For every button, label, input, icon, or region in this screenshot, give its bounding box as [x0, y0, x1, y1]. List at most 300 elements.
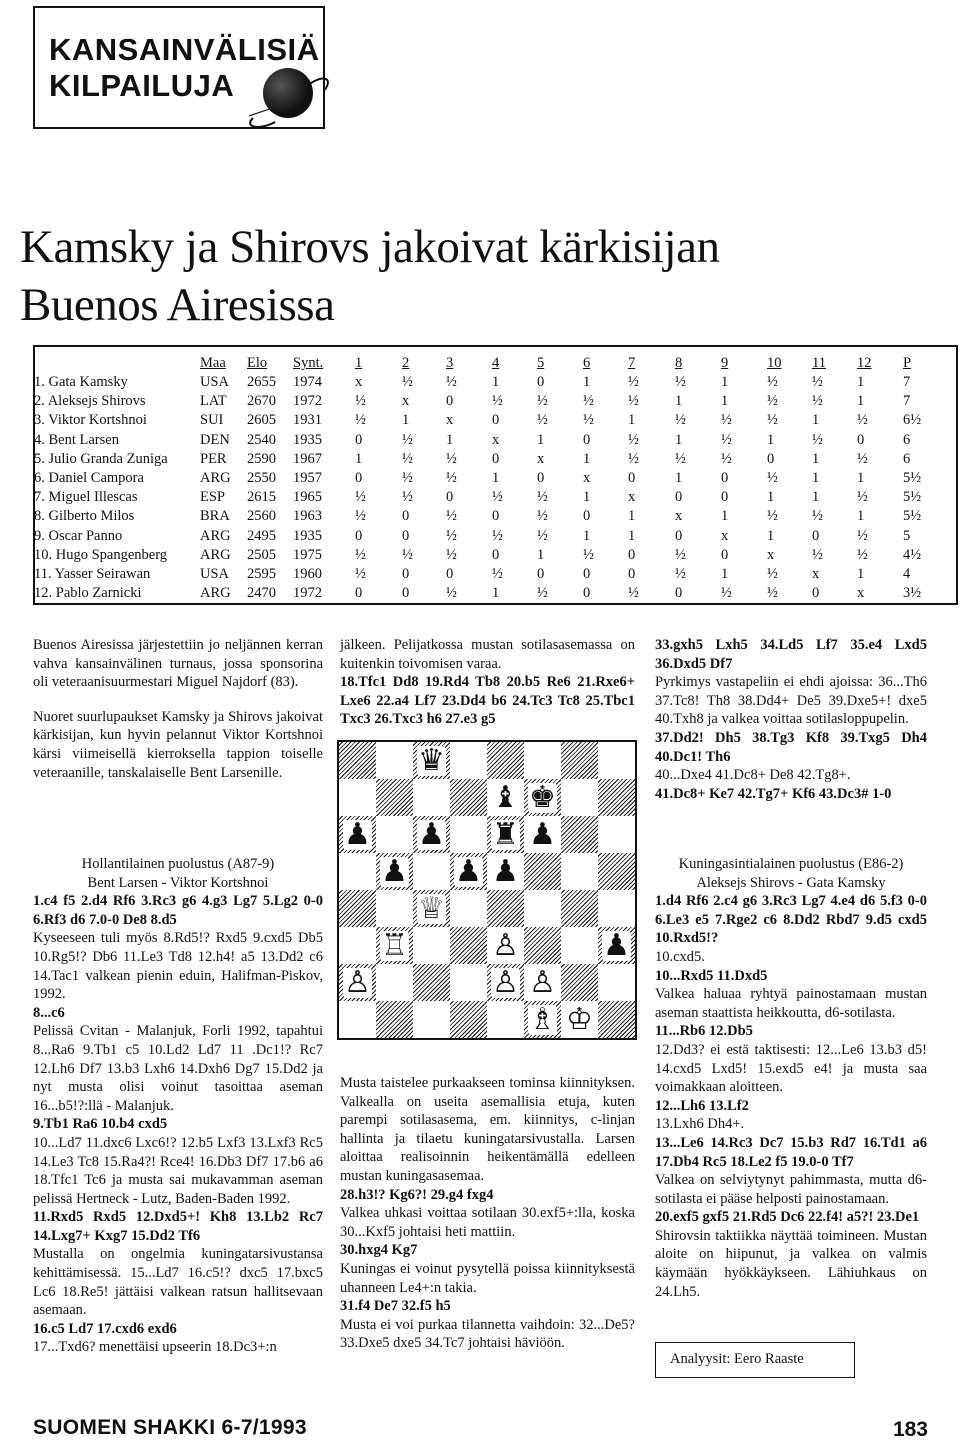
standings-header-cell: 4 — [492, 355, 500, 371]
board-square-b5 — [376, 853, 413, 890]
player-name: 4. Bent Larsen — [34, 431, 119, 448]
board-square-f4 — [524, 890, 561, 927]
game-moves: 8...c6 — [33, 1004, 65, 1021]
black-pawn-icon: ♟ — [455, 853, 482, 889]
standings-cell: PER — [200, 450, 227, 467]
game-commentary: 13.Lxh6 Dh4+. — [655, 1116, 745, 1133]
board-square-c8 — [413, 742, 450, 779]
standings-header-cell: 6 — [583, 355, 591, 371]
page-number: 183 — [892, 1418, 928, 1441]
board-square-e5 — [487, 853, 524, 890]
standings-cell: 1 — [857, 470, 865, 486]
standings-cell: ½ — [537, 412, 548, 429]
game-moves: 16.c5 Ld7 17.cxd6 exd6 — [33, 1320, 177, 1337]
standings-cell: 1 — [812, 450, 820, 467]
standings-cell: 0 — [628, 566, 636, 582]
standings-cell: ½ — [492, 393, 503, 410]
game-moves: 1.d4 Rf6 2.c4 g6 3.Rc3 Lg7 4.e4 d6 5.f3 0-0 6.Le3 e5 7.Rge2 c6 8.Dd2 Rbd7 9.d5 cxd5 10.Rxd5!? — [655, 893, 927, 947]
standings-cell: 7 — [903, 393, 911, 410]
standings-cell: ½ — [628, 393, 639, 410]
game2-column — [655, 855, 927, 1301]
ball-icon — [263, 68, 313, 118]
standings-cell: 0 — [537, 374, 545, 390]
standings-cell: ½ — [767, 412, 778, 429]
board-square-b3 — [376, 927, 413, 964]
board-square-c7 — [413, 779, 450, 816]
standings-cell: ESP — [200, 489, 225, 506]
standings-cell: 0 — [402, 508, 410, 525]
black-bishop-icon: ♝ — [492, 779, 519, 815]
standings-cell: 1 — [857, 374, 865, 390]
board-square-h5 — [598, 853, 635, 890]
standings-cell: 1 — [675, 470, 683, 486]
standings-cell: 1 — [721, 393, 729, 410]
standings-cell: 1 — [492, 585, 500, 602]
standings-cell: 1974 — [293, 374, 322, 390]
board-square-h8 — [598, 742, 635, 779]
standings-cell: ½ — [628, 431, 639, 448]
standings-cell: 1963 — [293, 508, 322, 525]
standings-cell: 1 — [628, 527, 636, 544]
standings-cell: 0 — [721, 470, 729, 486]
board-square-h2 — [598, 964, 635, 1001]
standings-cell: x — [446, 412, 454, 429]
white-pawn-icon: ♙ — [529, 964, 556, 1000]
game-commentary: 17...Txd6? menettäisi upseerin 18.Dc3+:n — [33, 1339, 277, 1356]
standings-cell: 0 — [583, 566, 591, 582]
game-commentary: 40...Dxe4 41.Dc8+ De8 42.Tg8+. — [655, 767, 851, 784]
board-square-h7 — [598, 779, 635, 816]
game-commentary: Mustalla on ongelmia kuningatarsivustansa kehittämisessä. 15...Ld7 16.c5!? dxc5 17.bxc5 Lc6 18.Re5! jättäisi valkean ratsun hallitsevaan asemaan. — [33, 1246, 323, 1319]
standings-header-cell: Elo — [247, 355, 268, 371]
standings-cell: ½ — [355, 393, 366, 410]
black-pawn-icon: ♟ — [492, 853, 519, 889]
standings-header-cell: 9 — [721, 355, 729, 371]
standings-header-cell: 5 — [537, 355, 545, 371]
standings-cell: 2470 — [247, 585, 276, 602]
standings-cell: 0 — [492, 450, 500, 467]
standings-cell: 1 — [857, 566, 865, 582]
standings-cell: 1 — [767, 489, 775, 506]
standings-cell: ½ — [355, 566, 366, 582]
game-moves: 20.exf5 gxf5 21.Rd5 Dc6 22.f4! a5?! 23.De1 — [655, 1209, 920, 1226]
board-square-a6 — [339, 816, 376, 853]
standings-cell: 1975 — [293, 546, 322, 563]
player-name: 12. Pablo Zarnicki — [34, 585, 142, 602]
standings-cell: ½ — [721, 431, 732, 448]
standings-cell: ½ — [857, 412, 868, 429]
player-name: 11. Yasser Seirawan — [34, 566, 151, 582]
board-square-d1 — [450, 1001, 487, 1038]
standings-cell: 3½ — [903, 585, 922, 602]
white-rook-icon: ♖ — [381, 927, 408, 963]
standings-table — [33, 345, 958, 605]
standings-cell: 2670 — [247, 393, 276, 410]
standings-cell: 0 — [721, 546, 729, 563]
standings-cell: 0 — [492, 412, 500, 429]
board-square-c2 — [413, 964, 450, 1001]
board-square-d7 — [450, 779, 487, 816]
player-name: 8. Gilberto Milos — [34, 508, 135, 525]
standings-cell: 1 — [767, 527, 775, 544]
standings-cell: BRA — [200, 508, 230, 525]
standings-cell: DEN — [200, 431, 230, 448]
standings-cell: 1 — [537, 431, 545, 448]
standings-cell: 1935 — [293, 431, 322, 448]
standings-cell: 1 — [583, 527, 591, 544]
board-square-f5 — [524, 853, 561, 890]
standings-cell: ARG — [200, 527, 231, 544]
standings-cell: ½ — [537, 508, 548, 525]
standings-cell: 0 — [721, 489, 729, 506]
board-square-f7 — [524, 779, 561, 816]
board-square-e8 — [487, 742, 524, 779]
white-pawn-icon: ♙ — [492, 964, 519, 1000]
standings-cell: 1 — [721, 374, 729, 390]
white-pawn-icon: ♙ — [344, 964, 371, 1000]
standings-cell: x — [355, 374, 363, 390]
player-name: 9. Oscar Panno — [34, 527, 123, 544]
player-name: 2. Aleksejs Shirovs — [34, 393, 146, 410]
standings-cell: ½ — [402, 470, 413, 486]
board-square-f3 — [524, 927, 561, 964]
standings-cell: 1 — [721, 566, 729, 582]
standings-cell: 1 — [812, 470, 820, 486]
board-square-c5 — [413, 853, 450, 890]
board-square-e2 — [487, 964, 524, 1001]
standings-cell: ½ — [402, 489, 413, 506]
chess-diagram — [337, 740, 637, 1040]
game-moves: 31.f4 De7 32.f5 h5 — [340, 1298, 451, 1315]
game-moves: 18.Tfc1 Dd8 19.Rd4 Tb8 20.b5 Re6 21.Rxe6+ Lxe6 22.a4 Lf7 23.Dd4 b6 24.Tc3 Tc8 25.Tbc1 Txc3 26.Txc3 h6 27.e3 g5 — [340, 674, 635, 728]
standings-cell: ½ — [492, 566, 503, 582]
standings-cell: 2605 — [247, 412, 276, 429]
standings-cell: ½ — [812, 431, 823, 448]
standings-cell: ARG — [200, 585, 231, 602]
standings-cell: ½ — [446, 508, 457, 525]
black-king-icon: ♚ — [529, 779, 556, 815]
standings-cell: ½ — [537, 393, 548, 410]
standings-cell: 1 — [492, 470, 500, 486]
board-square-b7 — [376, 779, 413, 816]
standings-cell: 1 — [492, 374, 500, 390]
standings-cell: 1972 — [293, 585, 322, 602]
board-square-d2 — [450, 964, 487, 1001]
board-square-f1 — [524, 1001, 561, 1038]
white-queen-icon: ♛ — [418, 742, 445, 778]
standings-header-cell: 8 — [675, 355, 683, 371]
standings-cell: ½ — [537, 489, 548, 506]
standings-cell: 1960 — [293, 566, 322, 582]
board-square-e7 — [487, 779, 524, 816]
standings-cell: ½ — [857, 527, 868, 544]
standings-cell: ½ — [857, 450, 868, 467]
standings-cell: 4½ — [903, 546, 922, 563]
player-name: 3. Viktor Kortshnoi — [34, 412, 147, 429]
white-pawn-icon: ♙ — [492, 927, 519, 963]
standings-cell: 0 — [402, 527, 410, 544]
standings-cell: 0 — [812, 585, 820, 602]
standings-cell: ½ — [492, 489, 503, 506]
standings-cell: x — [402, 393, 410, 410]
standings-cell: 1957 — [293, 470, 322, 486]
game-commentary: jälkeen. Pelijatkossa mustan sotilasasemassa on kuitenkin toivomisen varaa. — [340, 637, 635, 672]
standings-header-cell: 3 — [446, 355, 454, 371]
standings-cell: 0 — [583, 585, 591, 602]
standings-cell: ½ — [721, 412, 732, 429]
standings-header-cell: 1 — [355, 355, 363, 371]
player-name: 6. Daniel Campora — [34, 470, 144, 486]
standings-cell: 0 — [675, 585, 683, 602]
standings-cell: 2595 — [247, 566, 276, 582]
board-square-b2 — [376, 964, 413, 1001]
standings-cell: ½ — [675, 450, 686, 467]
standings-cell: 4 — [903, 566, 911, 582]
game-commentary: Musta ei voi purkaa tilannetta vaihdoin: 32...De5? 33.Dxe5 dxe5 34.Tc7 johtaisi häviöön. — [340, 1316, 635, 1352]
board-square-h4 — [598, 890, 635, 927]
standings-cell: ½ — [355, 508, 366, 525]
standings-cell: 0 — [446, 393, 454, 410]
game-players: Bent Larsen - Viktor Kortshnoi — [87, 874, 269, 891]
board-square-g7 — [561, 779, 598, 816]
standings-cell: ½ — [812, 374, 823, 390]
board-square-c4 — [413, 890, 450, 927]
game-commentary: 12.Dd3? ei estä taktisesti: 12...Le6 13.b3 d5! 14.cxd5 Lxd5! 15.exd5 e4! ja musta saa voimakkaan aloitteen. — [655, 1041, 927, 1096]
standings-cell: x — [767, 546, 775, 563]
player-name: 10. Hugo Spangenberg — [34, 546, 168, 563]
standings-cell: LAT — [200, 393, 227, 410]
board-square-d4 — [450, 890, 487, 927]
black-rook-icon: ♜ — [492, 816, 519, 852]
board-square-f8 — [524, 742, 561, 779]
standings-cell: ARG — [200, 546, 231, 563]
standings-cell: 1 — [628, 412, 636, 429]
game-commentary: Valkea uhkasi voittaa sotilaan 30.exf5+:lla, koska 30...Kxf5 johtaisi heti mattiin. — [340, 1205, 635, 1240]
standings-cell: ½ — [446, 374, 457, 390]
board-square-g8 — [561, 742, 598, 779]
standings-cell: 0 — [675, 489, 683, 506]
standings-cell: 2505 — [247, 546, 276, 563]
board-square-a3 — [339, 927, 376, 964]
standings-header-cell: 7 — [628, 355, 636, 371]
standings-cell: 1967 — [293, 450, 322, 467]
black-pawn-icon: ♟ — [418, 816, 445, 852]
standings-cell: 1 — [675, 431, 683, 448]
standings-cell: 1 — [583, 489, 591, 506]
middle-column-bottom — [340, 1074, 635, 1353]
board-square-e4 — [487, 890, 524, 927]
standings-cell: ½ — [857, 489, 868, 506]
standings-cell: 1 — [812, 489, 820, 506]
standings-cell: 5½ — [903, 508, 922, 525]
standings-cell: 0 — [583, 431, 591, 448]
standings-cell: 1 — [355, 450, 363, 467]
board-square-c1 — [413, 1001, 450, 1038]
board-square-e6 — [487, 816, 524, 853]
standings-cell: ½ — [628, 585, 639, 602]
standings-cell: ½ — [767, 374, 778, 390]
board-square-a2 — [339, 964, 376, 1001]
board-square-c3 — [413, 927, 450, 964]
middle-column-top — [340, 636, 635, 729]
standings-cell: 2495 — [247, 527, 276, 544]
white-king-icon: ♔ — [566, 1001, 593, 1037]
standings-cell: ½ — [446, 470, 457, 486]
standings-cell: 1972 — [293, 393, 322, 410]
player-name: 7. Miguel Illescas — [34, 489, 138, 506]
board-square-d6 — [450, 816, 487, 853]
standings-cell: 1 — [767, 431, 775, 448]
standings-cell: 0 — [675, 527, 683, 544]
standings-cell: 6½ — [903, 412, 922, 429]
game-commentary: Kuningas ei voinut pysytellä poissa kiinnityksestä uhanneen Le4+:n takia. — [340, 1260, 635, 1296]
standings-cell: x — [628, 489, 636, 506]
standings-cell: ½ — [767, 508, 778, 525]
standings-cell: ½ — [767, 585, 778, 602]
board-square-b8 — [376, 742, 413, 779]
standings-cell: ½ — [583, 412, 594, 429]
standings-cell: ½ — [355, 546, 366, 563]
game-commentary: Pyrkimys vastapeliin ei ehdi ajoissa: 36...Th6 37.Tc8! Th8 38.Dd4+ De5 39.Dxe5+! dxe5 40.Txh8 ja valkea voittaa sotilasloppupelin. — [655, 674, 927, 728]
standings-cell: 2655 — [247, 374, 276, 390]
black-pawn-icon: ♟ — [344, 816, 371, 852]
standings-cell: 6 — [903, 450, 911, 467]
standings-cell: 0 — [355, 585, 363, 602]
standings-cell: x — [492, 431, 500, 448]
game-commentary: Kyseeseen tuli myös 8.Rd5!? Rxd5 9.cxd5 Db5 10.Rg5!? Db6 11.Le3 Td8 12.h4! a5 13.Dd2 c6 14.Tac1 valkean pienin eduin, Halifman-Piskov, 1992. — [33, 930, 323, 1003]
banner-title: KANSAINVÄLISIÄ KILPAILUJA — [49, 32, 320, 103]
board-square-c6 — [413, 816, 450, 853]
magazine-issue: SUOMEN SHAKKI 6-7/1993 — [33, 1416, 307, 1439]
game-commentary: Valkea on selviytynyt pahimmasta, mutta d6-sotilasta ei pääse helposti painostamaan. — [655, 1172, 927, 1207]
standings-header-cell: 10 — [767, 355, 782, 371]
standings-cell: 0 — [767, 450, 775, 467]
standings-cell: ½ — [537, 585, 548, 602]
game-moves: 13...Le6 14.Rc3 Dc7 15.b3 Rd7 16.Td1 a6 17.Db4 Rc5 18.Le2 f5 19.0-0 Tf7 — [655, 1134, 927, 1170]
game-moves: 41.Dc8+ Ke7 42.Tg7+ Kf6 43.Dc3# 1-0 — [655, 785, 892, 802]
standings-cell: 5 — [903, 527, 911, 544]
game-moves: 9.Tb1 Ra6 10.b4 cxd5 — [33, 1116, 168, 1133]
game-moves: 11.Rxd5 Rxd5 12.Dxd5+! Kh8 13.Lb2 Rc7 14.Lxg7+ Kxg7 15.Dd2 Tf6 — [33, 1209, 323, 1244]
standings-cell: 1 — [857, 508, 865, 525]
board-square-g1 — [561, 1001, 598, 1038]
board-square-f2 — [524, 964, 561, 1001]
standings-cell: ½ — [402, 431, 413, 448]
standings-cell: ½ — [812, 508, 823, 525]
game-moves: 10...Rxd5 11.Dxd5 — [655, 967, 768, 984]
standings-cell: ½ — [583, 546, 594, 563]
standings-cell: ½ — [675, 412, 686, 429]
game-moves: 33.gxh5 Lxh5 34.Ld5 Lf7 35.e4 Lxd5 36.Dxd5 Df7 — [655, 637, 927, 672]
standings-cell: ½ — [675, 566, 686, 582]
standings-header-cell: Maa — [200, 355, 226, 371]
standings-cell: 5½ — [903, 470, 922, 486]
white-queen-icon: ♕ — [418, 890, 445, 926]
board-square-d8 — [450, 742, 487, 779]
game-players: Aleksejs Shirovs - Gata Kamsky — [696, 874, 886, 891]
game-commentary: Musta taistelee purkaakseen tominsa kiinnityksen. Valkealla on useita asemallisia etuja, kuten parempi sotilasasema, em. kiinnitys, c-linjan hallinta ja tilaetu kuningatarsivustalla. Larsen aloittaa realisoinnin heikentämällä edelleen mustan kuningasasemaa. — [340, 1075, 635, 1184]
standings-cell: ½ — [812, 393, 823, 410]
intro-paragraph: Nuoret suurlupaukset Kamsky ja Shirovs jakoivat kärkisijan, kun hyvin pelannut Viktor Kortshnoi kärsi viimeisellä kierroksella tappion toiselle veteraanille, tanskalaiselle Bent Larsenille. — [33, 708, 323, 781]
board-square-a1 — [339, 1001, 376, 1038]
board-square-g6 — [561, 816, 598, 853]
standings-cell: ½ — [767, 393, 778, 410]
standings-cell: ½ — [767, 470, 778, 486]
standings-cell: USA — [200, 566, 230, 582]
standings-cell: 0 — [355, 470, 363, 486]
standings-cell: 1 — [402, 412, 410, 429]
board-square-g2 — [561, 964, 598, 1001]
intro-paragraph: Buenos Airesissa järjestettiin jo neljännen kerran vahva kansainvälinen turnaus, jossa sponsorina oli veteraanisuurmestari Miguel Najdorf (83). — [33, 637, 323, 691]
standings-cell: ½ — [355, 412, 366, 429]
standings-cell: 1 — [721, 508, 729, 525]
standings-cell: 0 — [537, 566, 545, 582]
board-square-h3 — [598, 927, 635, 964]
standings-cell: ½ — [721, 450, 732, 467]
standings-cell: 1965 — [293, 489, 322, 506]
standings-cell: ½ — [628, 374, 639, 390]
analysis-credit: Analyysit: Eero Raaste — [655, 1342, 855, 1378]
standings-cell: 6 — [903, 431, 911, 448]
board-square-b6 — [376, 816, 413, 853]
standings-cell: ½ — [492, 527, 503, 544]
black-pawn-icon: ♟ — [381, 853, 408, 889]
standings-cell: x — [583, 470, 591, 486]
standings-cell: 7 — [903, 374, 911, 390]
standings-cell: x — [675, 508, 683, 525]
standings-cell: ½ — [402, 374, 413, 390]
standings-cell: ½ — [446, 450, 457, 467]
standings-cell: ½ — [721, 585, 732, 602]
board-square-h6 — [598, 816, 635, 853]
standings-header-cell: 11 — [812, 355, 826, 371]
board-square-b1 — [376, 1001, 413, 1038]
standings-cell: 1 — [675, 393, 683, 410]
game-moves: 28.h3!? Kg6?! 29.g4 fxg4 — [340, 1186, 494, 1203]
standings-cell: x — [812, 566, 820, 582]
game-moves: 30.hxg4 Kg7 — [340, 1242, 418, 1259]
game-commentary: 10...Ld7 11.dxc6 Lxc6!? 12.b5 Lxf3 13.Lxf3 Rc5 14.Le3 Tc8 15.Ra4?! Rce4! 16.Db3 Df7 17.b6 a6 18.Tfc1 Tc6 ja musta sai mukavamman aseman pelissä Hertneck - Lutz, Baden-Baden 1992. — [33, 1134, 323, 1207]
standings-cell: ½ — [812, 546, 823, 563]
black-pawn-icon: ♟ — [529, 816, 556, 852]
board-square-g5 — [561, 853, 598, 890]
standings-cell: ½ — [628, 450, 639, 467]
standings-header-cell: Synt. — [293, 355, 324, 371]
game-moves: 1.c4 f5 2.d4 Rf6 3.Rc3 g6 4.g3 Lg7 5.Lg2 0-0 6.Rf3 d6 7.0-0 De8 8.d5 — [33, 893, 323, 928]
standings-cell: 0 — [628, 470, 636, 486]
board-square-g4 — [561, 890, 598, 927]
standings-cell: 0 — [355, 527, 363, 544]
section-banner — [33, 6, 325, 129]
chess-board — [339, 742, 635, 1038]
standings-cell: ARG — [200, 470, 231, 486]
black-pawn-icon: ♟ — [603, 927, 630, 963]
standings-cell: 0 — [537, 470, 545, 486]
standings-cell: 1 — [628, 508, 636, 525]
standings-cell: 2560 — [247, 508, 276, 525]
standings-cell: 0 — [355, 431, 363, 448]
standings-header-cell: 12 — [857, 355, 872, 371]
standings-cell: 0 — [583, 508, 591, 525]
player-name: 1. Gata Kamsky — [34, 374, 128, 390]
standings-cell: 2550 — [247, 470, 276, 486]
board-square-e1 — [487, 1001, 524, 1038]
standings-cell: 0 — [492, 546, 500, 563]
standings-cell: 0 — [402, 566, 410, 582]
standings-cell: 1 — [446, 431, 454, 448]
game-title: Hollantilainen puolustus (A87-9) — [81, 856, 275, 872]
board-square-a7 — [339, 779, 376, 816]
